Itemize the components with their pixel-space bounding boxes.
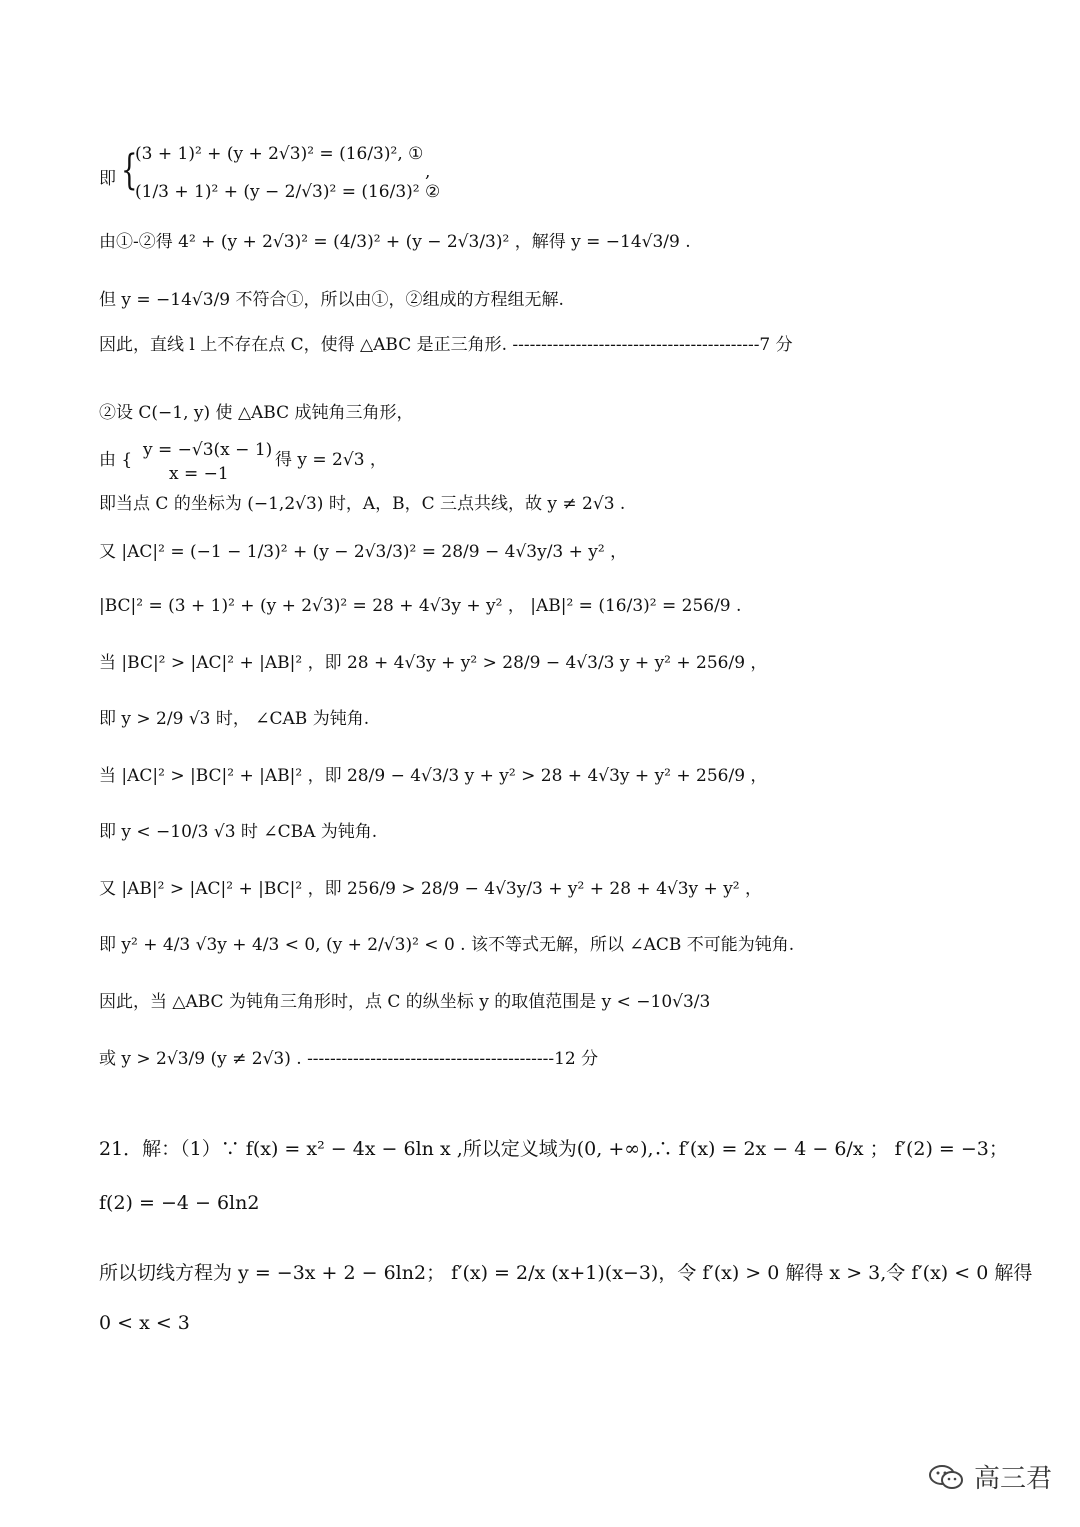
line-q21-f2: f(2) = −4 − 6ln2 bbox=[99, 1192, 260, 1214]
line-part2-intro: ②设 C(−1, y) 使 △ABC 成钝角三角形， bbox=[99, 403, 414, 423]
collinear-result: 得 y = 2√3 ， bbox=[275, 450, 387, 470]
line-ac-squared: 又 |AC|² = (−1 − 1/3)² + (y − 2√3/3)² = 28/9 − 4√3y/3 + y² ， bbox=[99, 542, 628, 562]
line-q21-tangent: 所以切线方程为 y = −3x + 2 − 6ln2； f′(x) = 2/x (x+1)(x−3)，令 f′(x) > 0 解得 x > 3,令 f′(x) < 0 解得 bbox=[99, 1262, 1033, 1284]
line-acb-result: 即 y² + 4/3 √3y + 4/3 < 0, (y + 2/√3)² < 0 . 该不等式无解，所以 ∠ACB 不可能为钝角. bbox=[99, 935, 795, 955]
system-row-1: (3 + 1)² + (y + 2√3)² = (16/3)², ① bbox=[135, 144, 424, 164]
line-q21-intro: 21．解：（1）∵ f(x) = x² − 4x − 6ln x ,所以定义域为(0, +∞),∴ f′(x) = 2x − 4 − 6/x ； f′(2) = −3； bbox=[99, 1138, 1008, 1160]
line-case-cba: 当 |AC|² > |BC|² + |AB|² ，即 28/9 − 4√3/3 y + y² > 28 + 4√3y + y² + 256/9 ， bbox=[99, 766, 768, 786]
line-subtract: 由①-②得 4² + (y + 2√3)² = (4/3)² + (y − 2√3/3)² ，解得 y = −14√3/9 . bbox=[99, 232, 691, 252]
wechat-icon bbox=[928, 1463, 964, 1491]
line-collinear-note: 即当点 C 的坐标为 (−1,2√3) 时，A，B，C 三点共线，故 y ≠ 2√3 . bbox=[99, 494, 626, 514]
collinear-prefix: 由 { bbox=[99, 450, 133, 470]
watermark-label: 高三君 bbox=[973, 1464, 1052, 1494]
system-prefix: 即 bbox=[99, 169, 116, 189]
system-suffix: , bbox=[425, 162, 431, 182]
line-cab-result: 即 y > 2/9 √3 时， ∠CAB 为钝角. bbox=[99, 709, 370, 729]
line-conclusion-1: 因此，直线 l 上不存在点 C，使得 △ABC 是正三角形. -------------------------------------------7 分 bbox=[99, 335, 793, 355]
line-range-1: 因此，当 △ABC 为钝角三角形时，点 C 的纵坐标 y 的取值范围是 y < −10√3/3 bbox=[99, 992, 711, 1012]
collinear-row-2: x = −1 bbox=[169, 464, 229, 484]
line-case-cab: 当 |BC|² > |AC|² + |AB|² ，即 28 + 4√3y + y² > 28/9 − 4√3/3 y + y² + 256/9 ， bbox=[99, 653, 768, 673]
line-range-2: 或 y > 2√3/9 (y ≠ 2√3) . -------------------------------------------12 分 bbox=[99, 1049, 599, 1069]
system-row-2: (1/3 + 1)² + (y − 2/√3)² = (16/3)² ② bbox=[135, 182, 441, 202]
line-q21-interval: 0 < x < 3 bbox=[99, 1312, 190, 1334]
line-case-acb: 又 |AB|² > |AC|² + |BC|² ，即 256/9 > 28/9 − 4√3y/3 + y² + 28 + 4√3y + y² ， bbox=[99, 879, 763, 899]
left-brace: { bbox=[121, 147, 138, 195]
collinear-row-1: y = −√3(x − 1) bbox=[143, 440, 273, 460]
line-cba-result: 即 y < −10/3 √3 时 ∠CBA 为钝角. bbox=[99, 822, 378, 842]
line-contradiction: 但 y = −14√3/9 不符合①，所以由①，②组成的方程组无解. bbox=[99, 290, 564, 310]
watermark bbox=[928, 1458, 1052, 1495]
line-bc-ab-squared: |BC|² = (3 + 1)² + (y + 2√3)² = 28 + 4√3y + y² ， |AB|² = (16/3)² = 256/9 . bbox=[99, 596, 742, 616]
